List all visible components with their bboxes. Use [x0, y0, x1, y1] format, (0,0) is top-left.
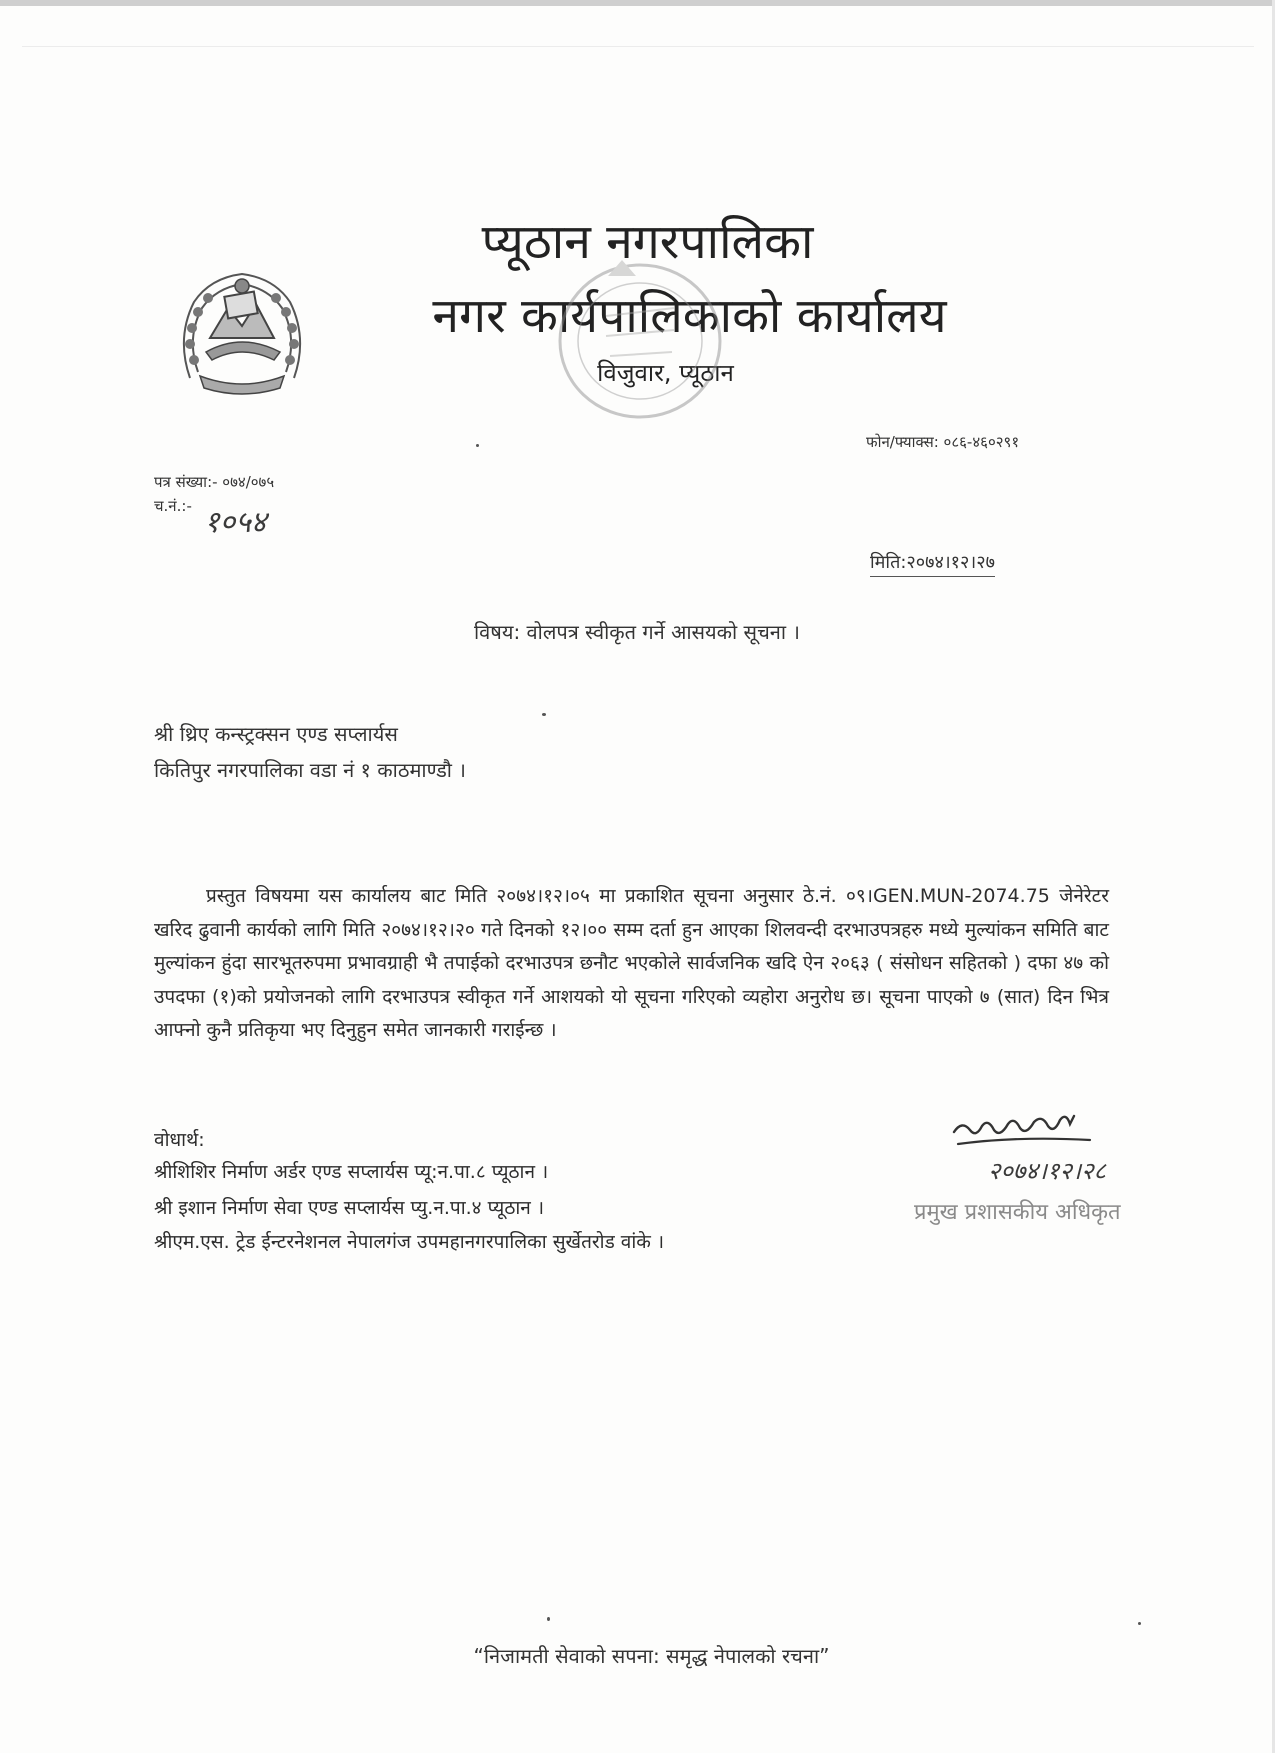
footer-motto: “निजामती सेवाको सपना: समृद्ध नेपालको रचना” — [473, 1644, 830, 1668]
cc-item: श्रीएम.एस. ट्रेड ईन्टरनेशनल नेपालगंज उपमहानगरपालिका सुर्खेतरोड वांके । — [154, 1231, 665, 1253]
letter-date: मिति:२०७४।१२।२७ — [870, 550, 995, 577]
scan-speck — [547, 1617, 550, 1621]
office-location: विजुवार, प्यूठान — [597, 359, 734, 387]
scan-edge-top — [0, 0, 1275, 6]
signature-date: २०७४।१२।२८ — [988, 1157, 1107, 1185]
recipient-address: कितिपुर नगरपालिका वडा नं १ काठमाण्डौ । — [154, 758, 466, 782]
scan-speck — [542, 713, 546, 716]
dispatch-label: च.नं.:- — [154, 497, 192, 515]
handwritten-signature — [948, 1108, 1098, 1158]
reference-number: पत्र संख्या:- ०७४/०७५ — [154, 473, 275, 491]
letter-subject: विषय: वोलपत्र स्वीकृत गर्ने आसयको सूचना । — [474, 620, 800, 644]
office-name: नगर कार्यपालिकाको कार्यालय — [432, 288, 947, 344]
municipality-name: प्यूठान नगरपालिका — [481, 214, 814, 270]
phone-fax: फोन/फ्याक्स: ०८६-४६०२९१ — [866, 433, 1020, 451]
cc-item: श्रीशिशिर निर्माण अर्डर एण्ड सप्लार्यस प्यू:न.पा.८ प्यूठान । — [154, 1161, 549, 1183]
scan-speck — [476, 444, 479, 447]
cc-item: श्री इशान निर्माण सेवा एण्ड सप्लार्यस प्यु.न.पा.४ प्यूठान । — [154, 1197, 545, 1219]
office-seal-stamp-icon — [550, 256, 730, 426]
recipient-name: श्री थ्रिए कन्स्ट्रक्सन एण्ड सप्लार्यस — [154, 722, 398, 746]
cc-heading: वोधार्थ: — [154, 1129, 205, 1151]
dispatch-number-handwritten: १०५४ — [204, 505, 267, 540]
letter-body: प्रस्तुत विषयमा यस कार्यालय बाट मिति २०७४।१२।०५ मा प्रकाशित सूचना अनुसार ठे.नं. ०९।GEN.MUN-2074.75 जेनेरेटर खरिद ढुवानी कार्यको लागि मिति २०७४।१२।२० गते दिनको १२।०० सम्म दर्ता हुन आएका शिलवन्दी दरभाउपत्रहरु मध्ये मुल्यांकन समिति बाट मुल्यांकन हुंदा सारभूतरुपमा प्रभावग्राही भै तपाईको दरभाउपत्र छनौट भएकोले सार्वजनिक खदि ऐन २०६३ ( संसोधन सहितको ) दफा ४७ को उपदफा (१)को प्रयोजनको लागि दरभाउपत्र स्वीकृत गर्ने आशयको यो सूचना गरिएको व्यहोरा अनुरोध छ। सूचना पाएको ७ (सात) दिन भित्र आफ्नो कुनै प्रतिकृया भए दिनुहुन समेत जानकारी गराईन्छ । — [154, 885, 1109, 1041]
signatory-title-stamp: प्रमुख प्रशासकीय अधिकृत — [914, 1200, 1121, 1225]
scan-speck — [1138, 1622, 1141, 1625]
